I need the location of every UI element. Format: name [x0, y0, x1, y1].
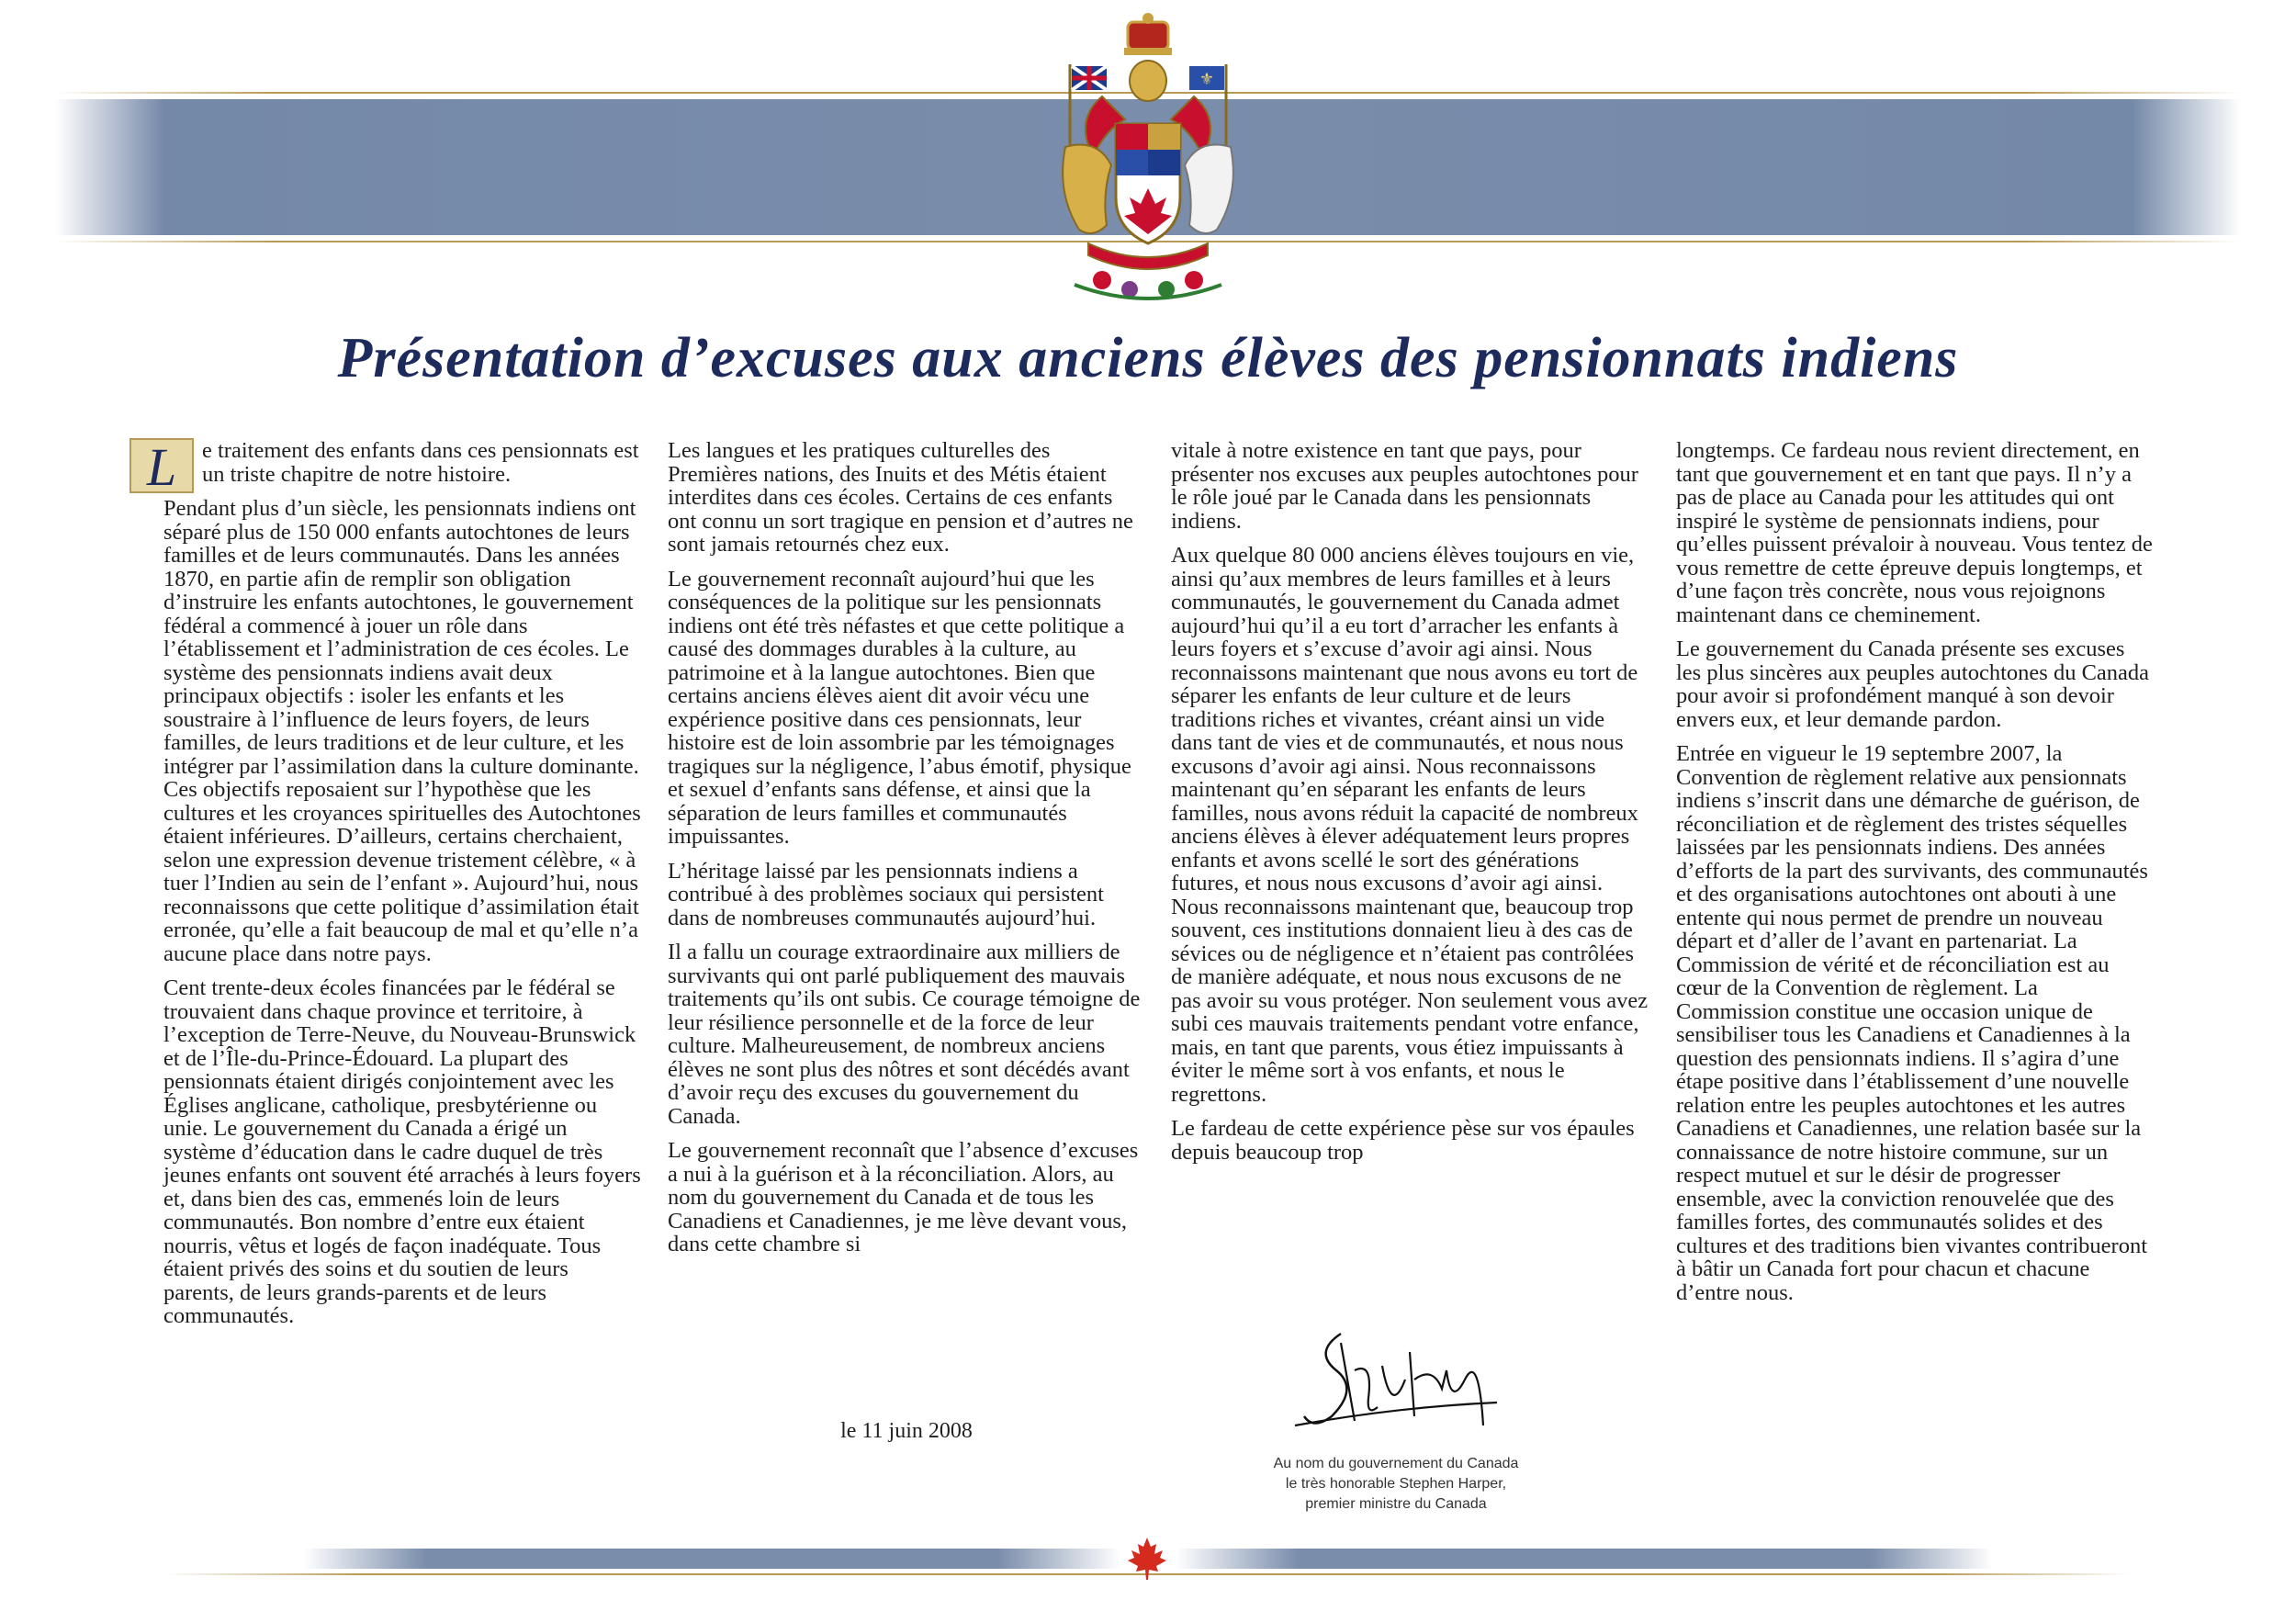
- paragraph: Pendant plus d’un siècle, les pensionnats indiens ont séparé plus de 150 000 enfants autochtones de leurs familles et de leurs communautés. Dans les années 1870, en partie afin de remplir son obligation d’instruire les enfants autochtones, le gouvernement fédéral a commencé à jouer un rôle dans l’établissement et l’administration de ces écoles. Le système des pensionnats indiens avait deux principaux objectifs : isoler les enfants et les soustraire à l’influence de leurs foyers, de leurs familles, de leurs traditions et de leur culture, et les intégrer par l’assimilation dans la culture dominante. Ces objectifs reposaient sur l’hypothèse que les cultures et les croyances spirituelles des Autochtones étaient inférieures. D’ailleurs, certains cherchaient, selon une expression devenue tristement célèbre, « à tuer l’Indien au sein de l’enfant ». Aujourd’hui, nous reconnaissons que cette politique d’assimilation était erronée, qu’elle a fait beaucoup de mal et qu’elle n’a aucune place dans notre pays.: [163, 496, 641, 966]
- paragraph: Le gouvernement reconnaît aujourd’hui que les conséquences de la politique sur les pensionnats indiens ont été très néfastes et que cette politique a causé des dommages durables à la culture, au patrimoine et à la langue autochtones. Bien que certains anciens élèves aient dit avoir vécu une expérience positive dans ces pensionnats, leur histoire est de loin assombrie par les témoignages tragiques sur la négligence, l’abus émotif, physique et sexuel d’enfants sans défense, et ainsi que la séparation de leurs familles et communautés impuissantes.: [668, 566, 1131, 849]
- text-column-1: [146, 437, 641, 1339]
- signature-icon: [1286, 1315, 1506, 1444]
- paragraph: Le gouvernement reconnaît que l’absence d’excuses a nui à la guérison et à la réconciliation. Alors, au nom du gouvernement du Canada et de tous les Canadiens et Canadiennes, je me lève devant vous, dans cette chambre si: [668, 1138, 1139, 1256]
- svg-text:⚜: ⚜: [1199, 70, 1215, 89]
- paragraph: [146, 437, 641, 496]
- text-column-3: [1171, 439, 1649, 1175]
- maple-leaf-icon: [1126, 1536, 1168, 1582]
- paragraph: Le fardeau de cette expérience pèse sur vos épaules depuis beaucoup trop: [1171, 1116, 1635, 1165]
- paragraph: L’héritage laissé par les pensionnats indiens a contribué à des problèmes sociaux qui persistent dans de nombreuses communautés aujourd’hui.: [668, 858, 1104, 930]
- paragraph-text: e traitement des enfants dans ces pensionnats est un triste chapitre de notre histoire.: [202, 438, 639, 487]
- dropcap-text: L: [146, 437, 177, 496]
- signature-line: premier ministre du Canada: [1305, 1496, 1487, 1512]
- paragraph: Aux quelque 80 000 anciens élèves toujours en vie, ainsi qu’aux membres de leurs familles et à leurs communautés, le gouvernement du Canada admet aujourd’hui qu’il a eu tort d’arracher les enfants à leurs foyers et s’excuse d’avoir agi ainsi. Nous reconnaissons maintenant que nous avons eu tort de séparer les enfants de leur culture et de leurs traditions riches et vivantes, créant ainsi un vide dans tant de vies et de communautés, et nous nous excusons d’avoir agi ainsi. Nous reconnaissons maintenant qu’en séparant les enfants de leurs familles, nous avons réduit la capacité de nombreux anciens élèves à élever adéquatement leurs propres enfants et avons scellé le sort des générations futures, et nous nous excusons d’avoir agi ainsi. Nous reconnaissons maintenant que, beaucoup trop souvent, ces institutions donnaient lieu à des cas de sévices ou de négligence et n’étaient pas contrôlées de manière adéquate, et nous nous excusons de ne pas avoir su vous protéger. Non seulement vous avez subi ces mauvais traitements pendant votre enfance, mais, en tant que parents, vous étiez impuissants à éviter le même sort à vos enfants, et nous le regrettons.: [1171, 543, 1649, 1107]
- coat-of-arms-icon: [1038, 9, 1258, 303]
- document-date: le 11 juin 2008: [840, 1419, 973, 1443]
- paragraph: Il a fallu un courage extraordinaire aux milliers de survivants qui ont parlé publiquement des mauvais traitements qu’ils ont subis. Ce courage témoigne de leur résilience personnelle et de la force de leur culture. Malheureusement, de nombreux anciens élèves ne sont plus des nôtres et sont décédés avant d’avoir reçu des excuses du gouvernement du Canada.: [668, 940, 1141, 1129]
- paragraph: Le gouvernement du Canada présente ses excuses les plus sincères aux peuples autochtones du Canada pour avoir si profondément manqué à son devoir envers eux, et leur demande pardon.: [1676, 637, 2150, 732]
- footer-band-left: [303, 1549, 1120, 1569]
- text-column-4: [1676, 439, 2154, 1315]
- paragraph: longtemps. Ce fardeau nous revient directement, en tant que gouvernement et en tant que pays. Il n’y a pas de place au Canada pour les attitudes qui ont inspiré le système de pensionnats indiens, pour qu’elles puissent prévaloir à nouveau. Vous tentez de vous remettre de cette épreuve depuis longtemps, et d’une façon très concrète, nous vous rejoignons maintenant dans ce cheminement.: [1676, 438, 2153, 627]
- dropcap-letter-icon: [129, 435, 195, 496]
- footer-band-right: [1176, 1549, 1993, 1569]
- paragraph: vitale à notre existence en tant que pays, pour présenter nos excuses aux peuples autochtones pour le rôle joué par le Canada dans les pensionnats indiens.: [1171, 438, 1638, 534]
- paragraph: Les langues et les pratiques culturelles des Premières nations, des Inuits et des Métis étaient interdites dans ces écoles. Certains de ces enfants ont connu un sort tragique en pension et d’autres ne sont jamais retournés chez eux.: [668, 438, 1133, 557]
- text-column-2: [668, 439, 1145, 1268]
- paragraph: Cent trente-deux écoles financées par le fédéral se trouvaient dans chaque province et territoire, à l’exception de Terre-Neuve, du Nouveau-Brunswick et de l’Île-du-Prince-Édouard. La plupart des pensionnats étaient dirigés conjointement avec les Églises anglicane, catholique, presbytérienne ou unie. Le gouvernement du Canada a érigé un système d’éducation dans le cadre duquel de très jeunes enfants ont souvent été arrachés à leurs foyers et, dans bien des cas, emmenés loin de leurs communautés. Bon nombre d’entre eux étaient nourris, vêtus et logés de façon inadéquate. Tous étaient privés des soins et du soutien de leurs parents, de leurs grands-parents et de leurs communautés.: [163, 975, 641, 1328]
- signature-block: [1185, 1454, 1607, 1515]
- paragraph: Entrée en vigueur le 19 septembre 2007, la Convention de règlement relative aux pensionnats indiens s’inscrit dans une démarche de guérison, de réconciliation et de règlement des tristes séquelles laissées par les pensionnats indiens. Des années d’efforts de la part des survivants, des communautés et des organisations autochtones ont abouti à une entente qui nous permet de prendre un nouveau départ et d’aller de l’avant en partenariat. La Commission de vérité et de réconciliation est au cœur de la Convention de règlement. La Commission constitue une occasion unique de sensibiliser tous les Canadiens et Canadiennes à la question des pensionnats indiens. Il s’agira d’une étape positive dans l’établissement d’une nouvelle relation entre les peuples autochtones et les autres Canadiens et Canadiennes, une relation basée sur la connaissance de notre histoire commune, sur un respect mutuel et sur le désir de progresser ensemble, avec la conviction renouvelée que des familles fortes, des communautés solides et des cultures et des traditions bien vivantes contribueront à bâtir un Canada fort pour chacun et chacune d’entre nous.: [1676, 741, 2148, 1305]
- document-title: Présentation d’excuses aux anciens élèves des pensionnats indiens: [337, 327, 1959, 389]
- signature-line: le très honorable Stephen Harper,: [1285, 1476, 1507, 1492]
- signature-line: Au nom du gouvernement du Canada: [1273, 1456, 1519, 1471]
